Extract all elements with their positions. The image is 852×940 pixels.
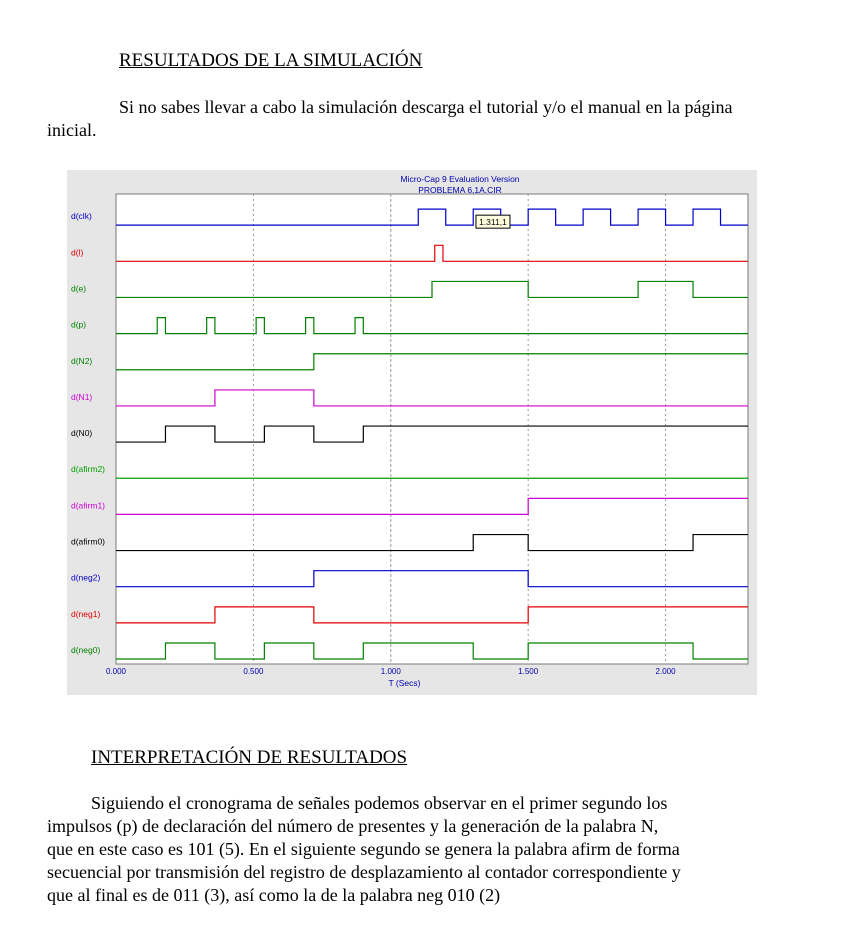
interpretation-line-4: secuencial por transmisión del registro de desplazamiento al contador correspondiente y xyxy=(47,862,681,882)
figure-header-filename: PROBLEMA 6,1A.CIR xyxy=(418,185,502,195)
signal-label-10: d(neg2) xyxy=(71,572,101,583)
signal-label-7: d(afirm2) xyxy=(71,464,106,475)
intro-paragraph xyxy=(47,96,747,142)
signal-label-11: d(neg1) xyxy=(71,608,101,619)
signal-label-5: d(N1) xyxy=(71,391,93,402)
signal-label-1: d(l) xyxy=(71,247,84,258)
signal-label-2: d(e) xyxy=(71,283,87,294)
interpretation-paragraph xyxy=(47,792,807,907)
signal-label-4: d(N2) xyxy=(71,355,93,366)
signal-label-9: d(afirm0) xyxy=(71,536,106,547)
timing-diagram xyxy=(67,170,757,695)
cursor-readout: 1.311,1 xyxy=(479,217,507,228)
x-tick-label-0: 0.000 xyxy=(105,667,127,676)
interpretation-line-3: que en este caso es 101 (5). En el siguiente segundo se genera la palabra afirm de forma xyxy=(47,839,680,859)
interpretation-line-5: que al final es de 011 (3), así como la de la palabra neg 010 (2) xyxy=(47,885,501,905)
signal-label-0: d(clk) xyxy=(71,211,92,222)
interpretation-title: INTERPRETACIÓN DE RESULTADOS xyxy=(91,747,408,768)
x-tick-label-1: 0.500 xyxy=(243,667,264,676)
plot-area xyxy=(116,194,748,664)
signal-label-12: d(neg0) xyxy=(71,645,101,655)
interpretation-line-1: Siguiendo el cronograma de señales podemos observar en el primer segundo los xyxy=(91,793,668,813)
intro-text: Si no sabes llevar a cabo la simulación descarga el tutorial y/o el manual en la página inicial. xyxy=(47,97,733,140)
signal-label-3: d(p) xyxy=(71,319,87,330)
figure-header-version: Micro-Cap 9 Evaluation Version xyxy=(400,174,520,184)
results-title: RESULTADOS DE LA SIMULACIÓN xyxy=(119,50,423,71)
x-axis-label: T (Secs) xyxy=(388,678,421,688)
x-tick-label-2: 1.000 xyxy=(380,667,401,676)
x-tick-label-3: 1.500 xyxy=(518,667,539,676)
signal-label-8: d(afirm1) xyxy=(71,500,106,511)
signal-label-6: d(N0) xyxy=(71,428,93,439)
x-tick-label-4: 2.000 xyxy=(655,667,676,676)
interpretation-line-2: impulsos (p) de declaración del número de presentes y la generación de la palabra N, xyxy=(47,816,659,836)
